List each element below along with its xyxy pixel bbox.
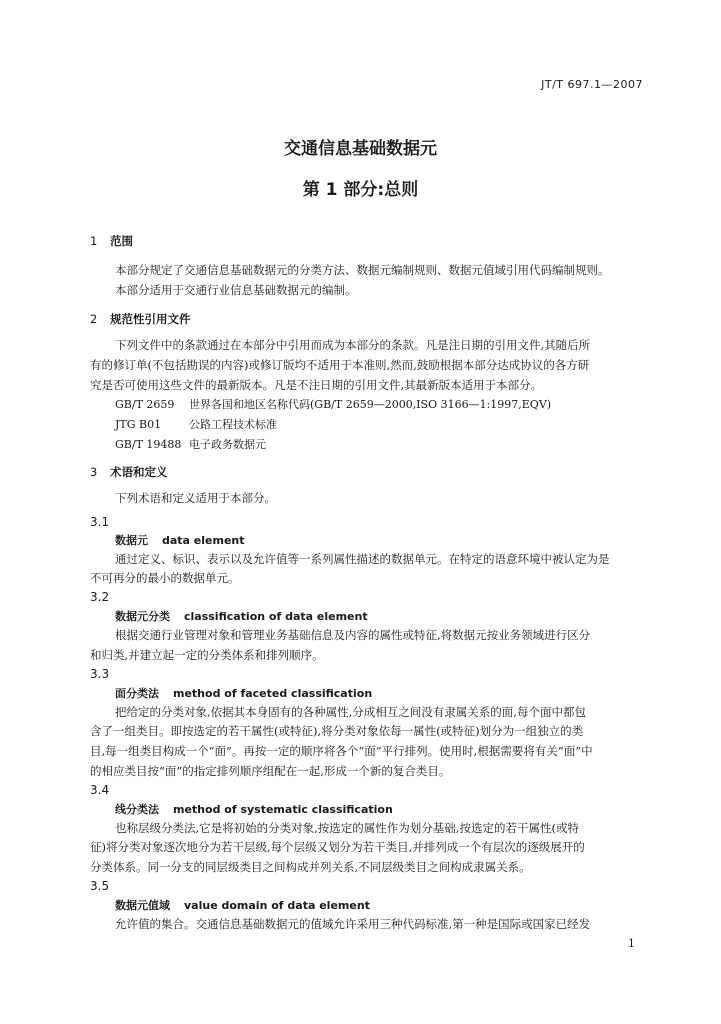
paragraph-line: 的相应类目按“面”的指定排列顺序组配在一起,形成一个新的复合类目。 xyxy=(90,764,451,778)
reference-entry xyxy=(115,436,266,452)
section-1-heading xyxy=(90,233,133,249)
term-heading xyxy=(115,801,393,817)
paragraph-line: 也称层级分类法,它是将初始的分类对象,按选定的属性作为划分基础,按选定的若干属性(或特 xyxy=(115,821,579,835)
clause-number: 3.1 xyxy=(90,515,110,529)
reference-title: 世界各国和地区名称代码(GB/T 2659—2000,ISO 3166—1:1997,EQV) xyxy=(189,398,552,411)
section-title: 术语和定义 xyxy=(110,465,168,479)
term-heading xyxy=(115,532,245,548)
term-cn: 数据元 xyxy=(115,534,148,547)
paragraph-line: 通过定义、标识、表示以及允许值等一系列属性描述的数据单元。在特定的语意环境中被认定为是 xyxy=(115,552,610,566)
reference-entry xyxy=(115,396,551,412)
section-title: 规范性引用文件 xyxy=(110,312,191,326)
paragraph-line: 含了一组类目。即按选定的若干属性(或特征),将分类对象依每一属性(或特征)划分为一组独立的类 xyxy=(90,724,584,738)
section-3-heading xyxy=(90,464,168,480)
section-2-heading xyxy=(90,311,191,327)
paragraph-line: 有的修订单(不包括勘误的内容)或修订版均不适用于本准则,然而,鼓励根据本部分达成协议的各方研 xyxy=(90,358,590,372)
paragraph-line: 和归类,并建立起一定的分类体系和排列顺序。 xyxy=(90,648,324,662)
term-en: classification of data element xyxy=(184,610,368,623)
paragraph-line: 把给定的分类对象,依据其本身固有的各种属性,分成相互之间没有隶属关系的面,每个面中都包 xyxy=(115,705,586,719)
section-number: 3 xyxy=(90,465,98,479)
paragraph-line: 下列文件中的条款通过在本部分中引用而成为本部分的条款。凡是注日期的引用文件,其随后所 xyxy=(115,338,591,352)
document-title: 交通信息基础数据元 xyxy=(284,139,437,159)
section-number: 2 xyxy=(90,312,98,326)
section-number: 1 xyxy=(90,234,98,248)
paragraph-line: 本部分规定了交通信息基础数据元的分类方法、数据元编制规则、数据元值域引用代码编制规则。 xyxy=(115,263,610,277)
reference-code: GB/T 19488 xyxy=(115,438,182,451)
term-en: data element xyxy=(162,534,245,547)
paragraph-line: 征)将分类对象逐次地分为若干层级,每个层级又划分为若干类目,并排列成一个有层次的逐级展开的 xyxy=(90,840,585,854)
section-title: 范围 xyxy=(110,234,133,248)
term-en: method of systematic classification xyxy=(173,803,393,816)
term-heading xyxy=(115,685,372,701)
term-heading xyxy=(115,897,370,913)
paragraph-line: 目,每一组类目构成一个“面”。再按一定的顺序将各个“面”平行排列。使用时,根据需要将有关“面”中 xyxy=(90,744,593,758)
clause-number: 3.2 xyxy=(90,590,110,604)
term-en: method of faceted classification xyxy=(173,687,373,700)
paragraph-line: 下列术语和定义适用于本部分。 xyxy=(115,491,276,505)
paragraph-line: 究是否可使用这些文件的最新版本。凡是不注日期的引用文件,其最新版本适用于本部分。 xyxy=(90,378,543,392)
reference-entry xyxy=(115,416,277,432)
term-en: value domain of data element xyxy=(184,899,370,912)
page-number: 1 xyxy=(628,937,635,950)
paragraph-line: 根据交通行业管理对象和管理业务基础信息及内容的属性或特征,将数据元按业务领域进行区分 xyxy=(115,628,591,642)
clause-number: 3.5 xyxy=(90,879,110,893)
paragraph-line: 允许值的集合。交通信息基础数据元的值域允许采用三种代码标准,第一种是国际或国家已经发 xyxy=(115,917,591,931)
term-cn: 数据元分类 xyxy=(115,610,170,623)
term-cn: 数据元值域 xyxy=(115,899,170,912)
paragraph-line: 分类体系。同一分支的同层级类目之间构成并列关系,不同层级类目之间构成隶属关系。 xyxy=(90,860,531,874)
term-cn: 线分类法 xyxy=(115,803,159,816)
document-subtitle: 第 1 部分:总则 xyxy=(302,180,419,200)
reference-title: 公路工程技术标准 xyxy=(189,418,277,431)
reference-code: GB/T 2659 xyxy=(115,398,175,411)
term-heading xyxy=(115,608,368,624)
clause-number: 3.3 xyxy=(90,667,110,681)
standard-number: JT/T 697.1—2007 xyxy=(541,78,643,91)
clause-number: 3.4 xyxy=(90,783,110,797)
reference-title: 电子政务数据元 xyxy=(189,438,266,451)
paragraph-line: 不可再分的最小的数据单元。 xyxy=(90,571,240,585)
reference-code: JTG B01 xyxy=(115,418,162,431)
term-cn: 面分类法 xyxy=(115,687,159,700)
paragraph-line: 本部分适用于交通行业信息基础数据元的编制。 xyxy=(115,283,357,297)
